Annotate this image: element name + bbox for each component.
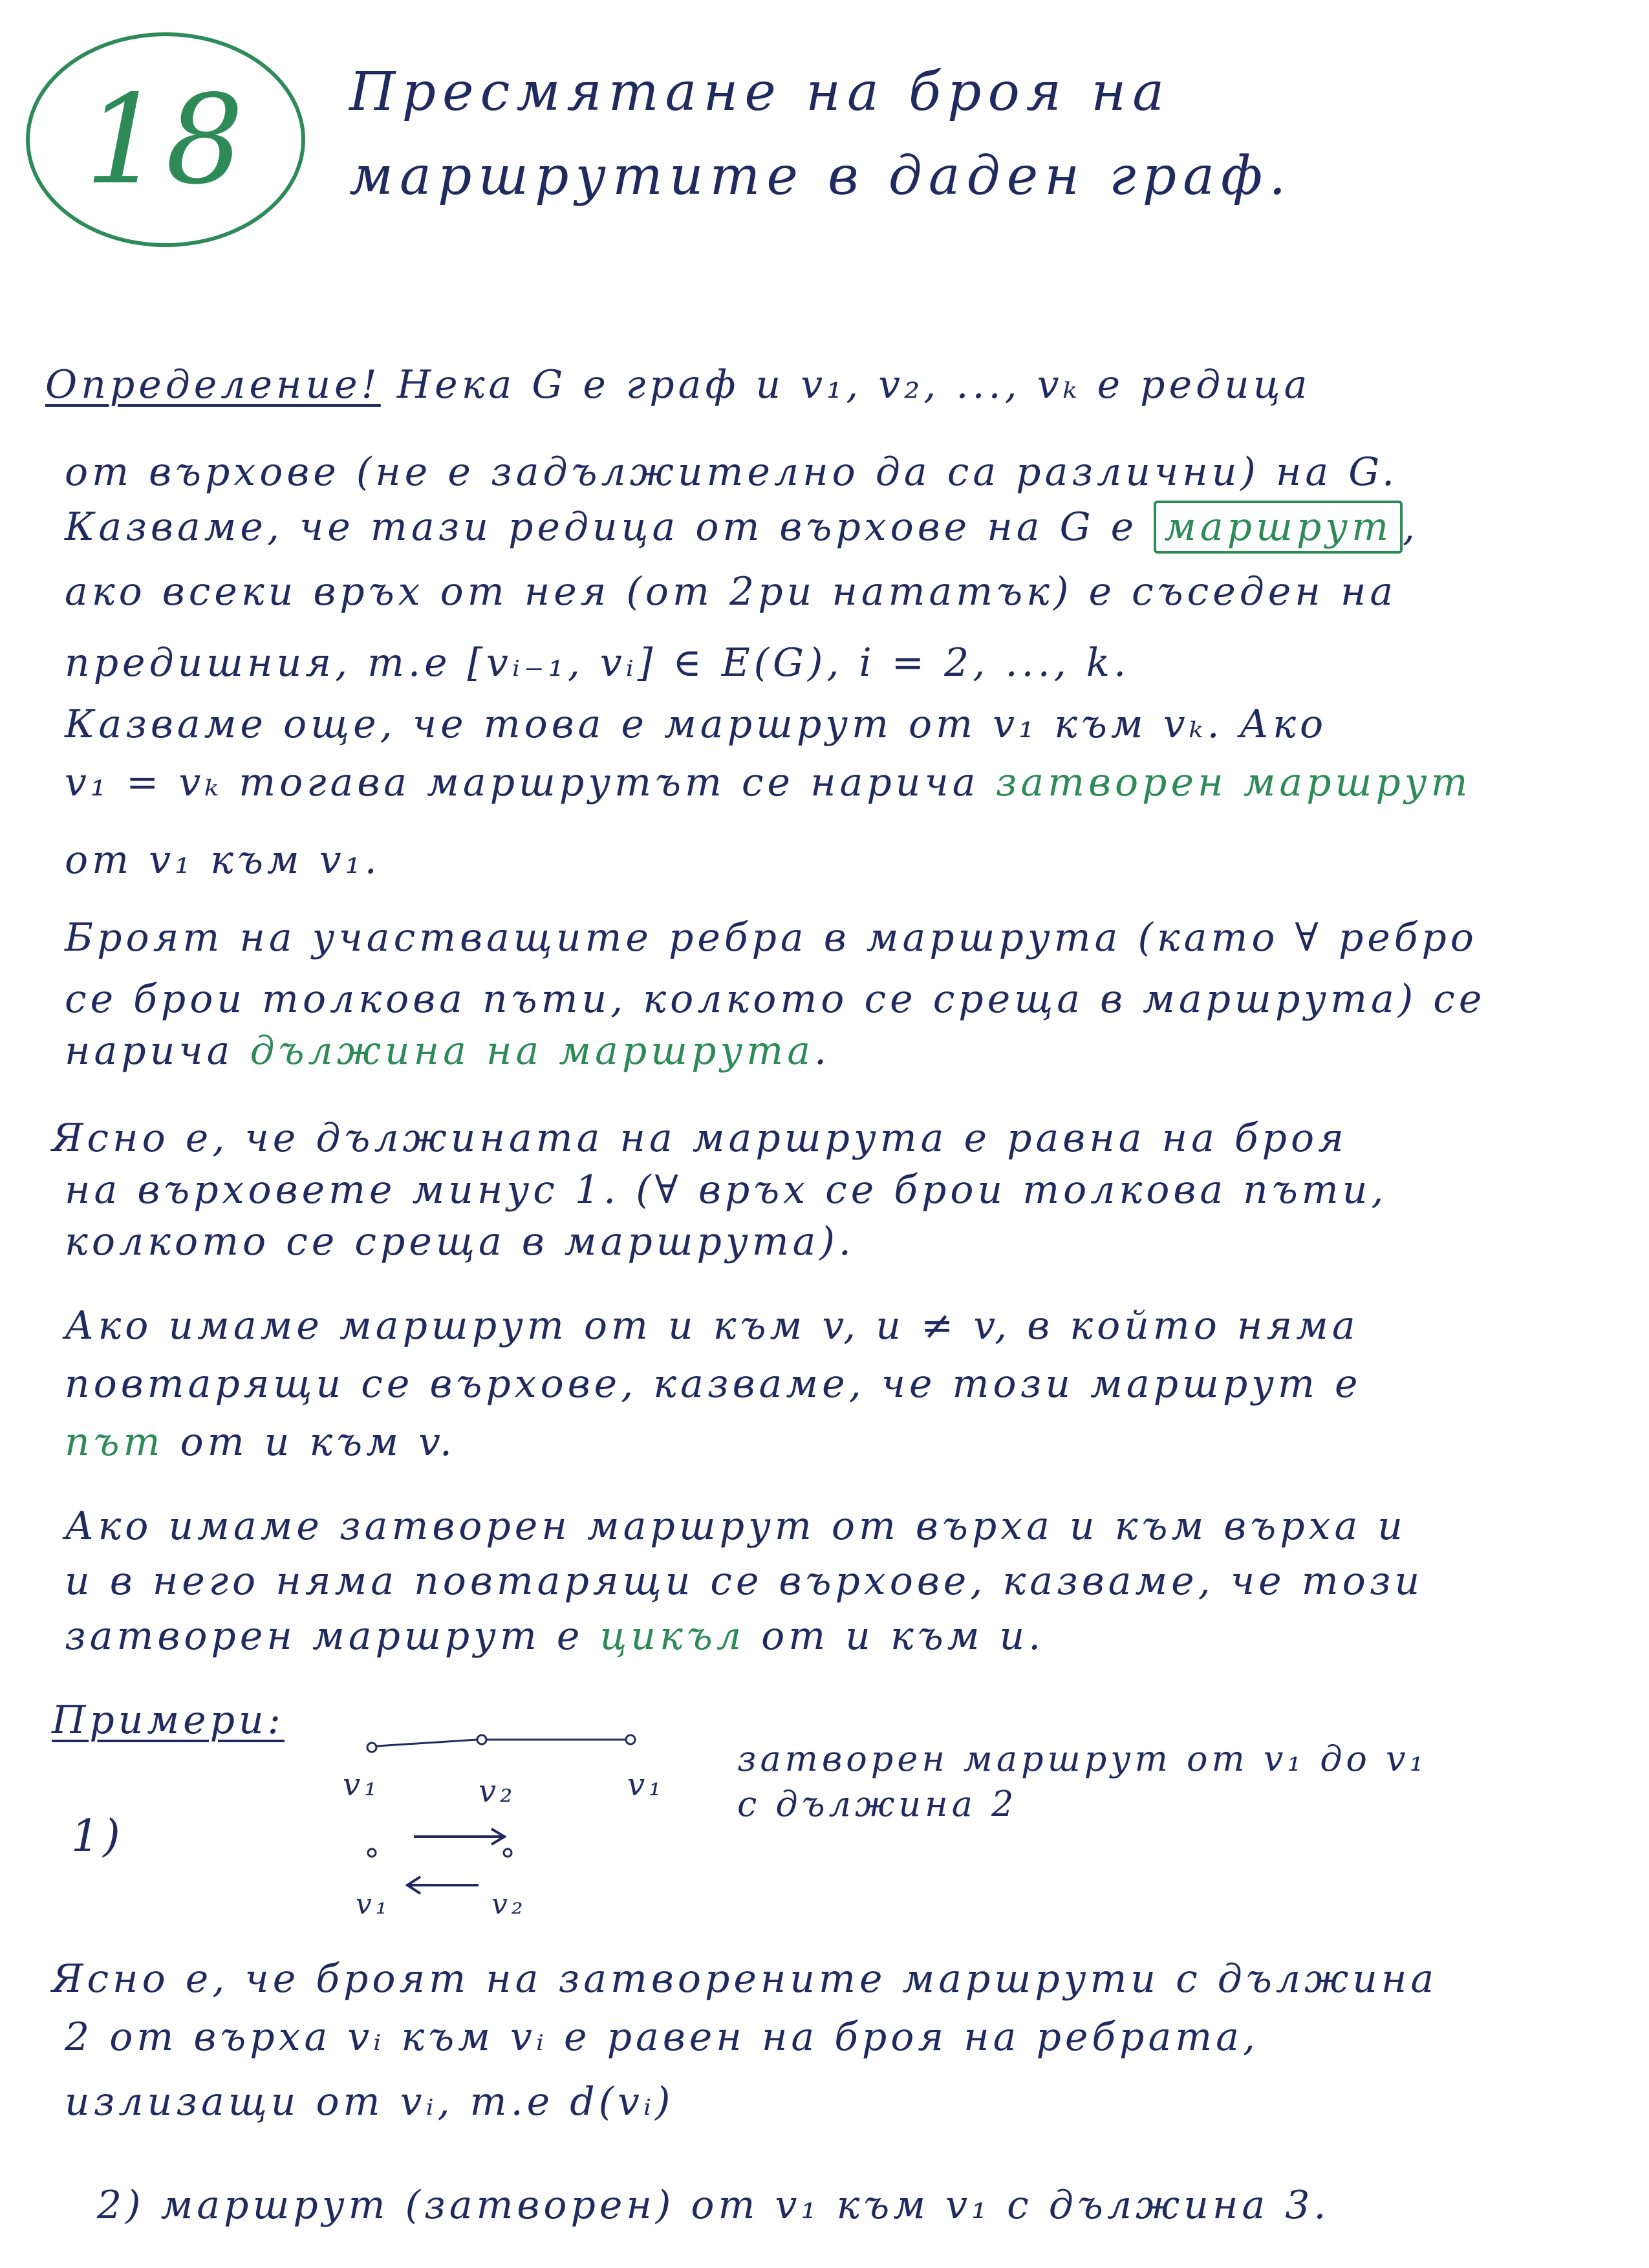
ex1-node-v2 xyxy=(477,1735,486,1744)
cycle-line-2: и в него няма повтарящи се върхове, казваме, че този xyxy=(65,1559,1424,1604)
note-line-1: Ясно е, че броят на затворените маршрути с дължина xyxy=(52,1956,1438,2002)
note-line-3: излизащи от vᵢ, т.е d(vᵢ) xyxy=(65,2079,674,2124)
definition-line-8: от v₁ към v₁. xyxy=(65,837,381,883)
title-line-2: маршрутите в даден граф. xyxy=(349,146,1293,207)
example-1-number: 1) xyxy=(71,1811,124,1862)
title-line-1: Пресмятане на броя на xyxy=(349,61,1171,123)
ex1b-arrow-right xyxy=(414,1829,504,1844)
ex1-label-v2: v₂ xyxy=(479,1773,517,1809)
cycle-l3-rest: от u към u. xyxy=(761,1614,1045,1659)
ex1b-label-v1: v₁ xyxy=(356,1888,391,1921)
definition-l7-text: v₁ = vₖ тогава маршрутът се нарича xyxy=(65,760,980,805)
path-line-1: Ако имаме маршрут от u към v, u ≠ v, в който няма xyxy=(65,1303,1359,1348)
closed-route-term: затворен маршрут xyxy=(995,760,1472,805)
clear-line-2: на върховете минус 1. (∀ връх се брои толкова пъти, xyxy=(65,1167,1388,1213)
ex1-description-1: затворен маршрут от v₁ до v₁ xyxy=(737,1738,1428,1779)
ex1-label-v1a: v₁ xyxy=(343,1767,381,1803)
route-length-term: дължина на маршрута xyxy=(250,1028,814,1074)
ex1-description-2: с дължина 2 xyxy=(737,1784,1018,1824)
note-line-2: 2 от върха vᵢ към vᵢ е равен на броя на ребрата, xyxy=(65,2014,1259,2060)
length-l3-text: нарича xyxy=(65,1028,234,1074)
ex1-node-v1b xyxy=(626,1735,635,1744)
ex1-label-v1b: v₁ xyxy=(627,1767,665,1803)
cycle-l3-text: затворен маршрут е xyxy=(65,1614,584,1659)
example-2-line: 2) маршрут (затворен) от v₁ към v₁ с дължина 3. xyxy=(97,2183,1330,2228)
clear-line-1: Ясно е, че дължината на маршрута е равна на броя xyxy=(52,1116,1348,1161)
definition-line-6: Казваме още, че това е маршрут от v₁ към vₖ. Ако xyxy=(65,702,1328,747)
examples-label: Примери: xyxy=(52,1698,285,1743)
length-line-2: се брои толкова пъти, колкото се среща в маршрута) се xyxy=(65,977,1486,1022)
definition-line-2: от върхове (не е задължително да са различни) на G. xyxy=(65,449,1399,495)
cycle-line-1: Ако имаме затворен маршрут от върха u към върха u xyxy=(65,1504,1406,1549)
length-line-1: Броят на участващите ребра в маршрута (като ∀ ребро xyxy=(65,915,1478,960)
definition-l3-comma: , xyxy=(1403,504,1419,550)
path-l3-text: от u към v. xyxy=(180,1420,456,1465)
ex1b-label-v2: v₂ xyxy=(491,1888,527,1921)
ex1b-arrow-left xyxy=(407,1877,479,1894)
ex1b-node-v1 xyxy=(368,1849,376,1857)
definition-label: Определение! xyxy=(45,362,381,407)
ex1-edge-1 xyxy=(376,1740,477,1746)
clear-line-3: колкото се среща в маршрута). xyxy=(65,1219,855,1264)
path-line-2: повтарящи се върхове, казваме, че този маршрут е xyxy=(65,1361,1362,1407)
route-term-boxed: маршрут xyxy=(1154,501,1403,554)
definition-l3-text: Казваме, че тази редица от върхове на G е xyxy=(65,504,1138,550)
path-term: път xyxy=(65,1420,164,1465)
definition-line-4: ако всеки връх от нея (от 2ри нататък) е съседен на xyxy=(65,569,1397,614)
ex1-node-v1a xyxy=(367,1743,376,1752)
lecture-number: 18 xyxy=(85,68,246,211)
definition-l1-text: Нека G е граф и v₁, v₂, ..., vₖ е редица xyxy=(396,362,1311,407)
cycle-term: цикъл xyxy=(599,1614,746,1659)
definition-line-5: предишния, т.е [vᵢ₋₁, vᵢ] ∈ E(G), i = 2, ..., k. xyxy=(65,640,1130,686)
ex1b-node-v2 xyxy=(504,1849,512,1857)
length-l3-dot: . xyxy=(814,1028,831,1074)
